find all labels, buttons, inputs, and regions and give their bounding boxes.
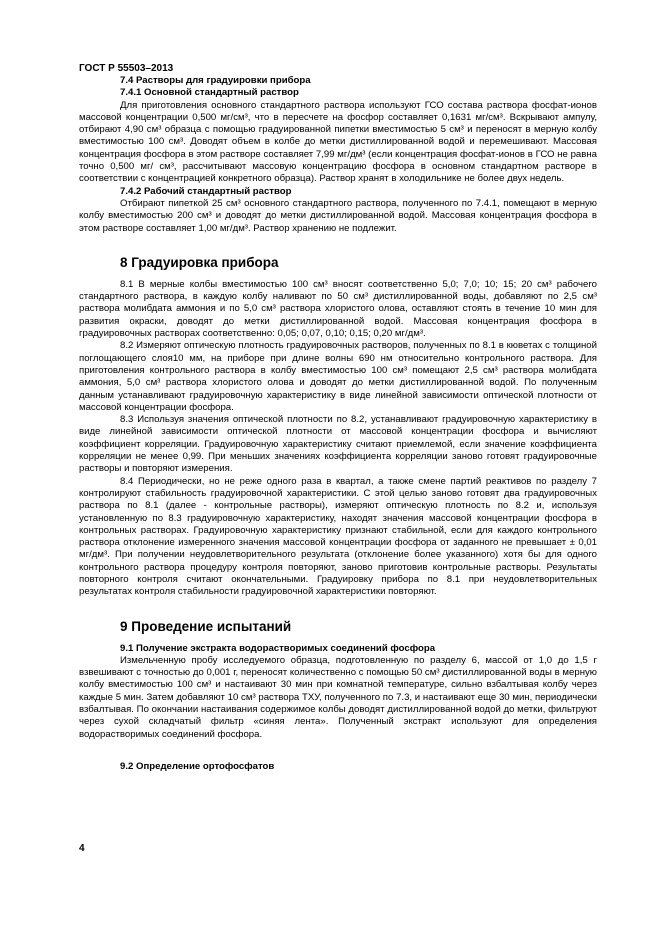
spacer — [79, 235, 597, 255]
document-body — [79, 75, 597, 773]
subsection-heading: 7.4.2 Рабочий стандартный раствор — [120, 185, 292, 197]
spacer — [79, 271, 597, 279]
spacer — [79, 599, 597, 619]
subsection-heading: 9.1 Получение экстракта водорастворимых соединений фосфора — [120, 642, 436, 654]
page-number: 4 — [79, 843, 85, 854]
paragraph: Для приготовления основного стандартного раствора используют ГСО состава раствора фосфат-ионов массовой концентрации 0,500 мг/см³, что в пересчете на фосфор составляет 0,1631 мг/см³. Вскрывают ампулу, отбирают 4,90 см³ образца с помощью градуированной пипетки вместимостью 5 см³ и переносят в мерную колбу вместимостью 100 см³. Доводят объем в колбе до метки дистиллированной водой и перемешивают. Массовая концентрация фосфора в этом растворе составляет 7,99 мг/дм³ (если концентрация фосфат-ионов в ГСО не равна точно 0,500 мг/ см³, рассчитывают массовую концентрацию фосфора в основном стандартном растворе в соответствии с концентрацией конкретного образца). Раствор хранят в холодильнике не более двух недель. — [79, 99, 597, 185]
subsection-heading: 7.4 Растворы для градуировки прибора — [120, 75, 311, 86]
paragraph: 8.1 В мерные колбы вместимостью 100 см³ вносят соответственно 5,0; 7,0; 10; 15; 20 см³ рабочего стандартного раствора, в каждую колбу наливают по 50 см³ дистиллированной воды, добавляют по 2,5 см³ раствора молибдата аммония и по 5,0 см³ раствора хлористого олова, оставляют стоять в течение 10 мин для развития окраски, доводят до метки дистиллированной водой. Массовая концентрация фосфора в градуировочных растворах соответственно: 0,05; 0,07, 0,10; 0,15; 0,20 мг/дм³. — [79, 278, 597, 340]
paragraph: 8.2 Измеряют оптическую плотность градуировочных растворов, полученных по 8.1 в кюветах с толщиной поглощающего слоя10 мм, на приборе при длине волны 690 нм относительно контрольного раствора. Для приготовления контрольного раствора в колбу вместимостью 100 см³ помещают 2,5 см³ раствора молибдата аммония, 5,0 см³ раствора хлористого олова и доводят до метки дистиллированной водой. По полученным данным устанавливают градуировочную характеристику в виде линейной зависимости оптической плотности от массовой концентрации фосфора. — [79, 340, 597, 413]
spacer — [79, 741, 597, 761]
document-header: ГОСТ Р 55503–2013 — [79, 63, 174, 74]
section-heading: 9 Проведение испытаний — [120, 618, 292, 634]
paragraph: 8.4 Периодически, но не реже одного раза в квартал, а также смене партий реактивов по разделу 7 контролируют стабильность градуировочной характеристики. С этой целью заново готовят два градуировочных раствора по 8.1 (далее - контрольные растворы), измеряют оптическую плотность по 8.2 и, используя установленную по 8.3 градуировочную характеристику, находят значения массовой концентрации фосфора в контрольных растворах. Градуировочную характеристику признают стабильной, если для каждого контрольного раствора отклонение измеренного значения массовой концентрации фосфора от заданного не превышает ± 0,01 мг/дм³. При получении неудовлетворительного результата (отклонение более указанного) хотя бы для одного контрольного раствора процедуру контроля повторяют, заново приготовив контрольные растворы. Результаты повторного контроля считают окончательными. Градуировку прибора по 8.1 при неудовлетворительных результатах контроля стабильности градуировочной характеристики повторяют. — [79, 475, 597, 598]
section-heading: 8 Градуировка прибора — [120, 254, 279, 270]
subsection-heading: 9.2 Определение ортофосфатов — [120, 760, 275, 772]
spacer — [79, 635, 597, 643]
paragraph: 8.3 Используя значения оптической плотности по 8.2, устанавливают градуировочную характеристику в виде линейной зависимости оптической плотности от массовой концентрации фосфора и вычисляют коэффициент корреляции. Градуировочную характеристику считают приемлемой, если значение коэффициента корреляции не менее 0,99. При меньших значениях коэффициента корреляции заново готовят градуировочные растворы и повторяют измерения. — [79, 414, 597, 475]
paragraph: Отбирают пипеткой 25 см³ основного стандартного раствора, полученного по 7.4.1, помещают в мерную колбу вместимостью 200 см³ и доводят до метки дистиллированной водой. Массовая концентрация фосфора в этом растворе составляет 1,00 мг/дм³. Раствор хранению не подлежит. — [79, 197, 597, 234]
paragraph: Измельченную пробу исследуемого образца, подготовленную по разделу 6, массой от 1,0 до 1,5 г взвешивают с точностью до 0,001 г, переносят количественно с помощью 50 см³ дистиллированной воды в мерную колбу вместимостью 100 см³ и настаивают 30 мин при комнатной температуре, сильно взбалтывая колбу через каждые 5 мин. Затем добавляют 10 см³ раствора ТХУ, полученного по 7.3, и настаивают еще 30 мин, периодически взбалтывая. По окончании настаивания содержимое колбы доводят дистиллированной водой до метки, фильтруют через сухой складчатый фильтр «синяя лента». Полученный экстракт используют для определения водорастворимых соединений фосфора. — [79, 654, 597, 740]
subsection-heading: 7.4.1 Основной стандартный раствор — [120, 87, 299, 99]
